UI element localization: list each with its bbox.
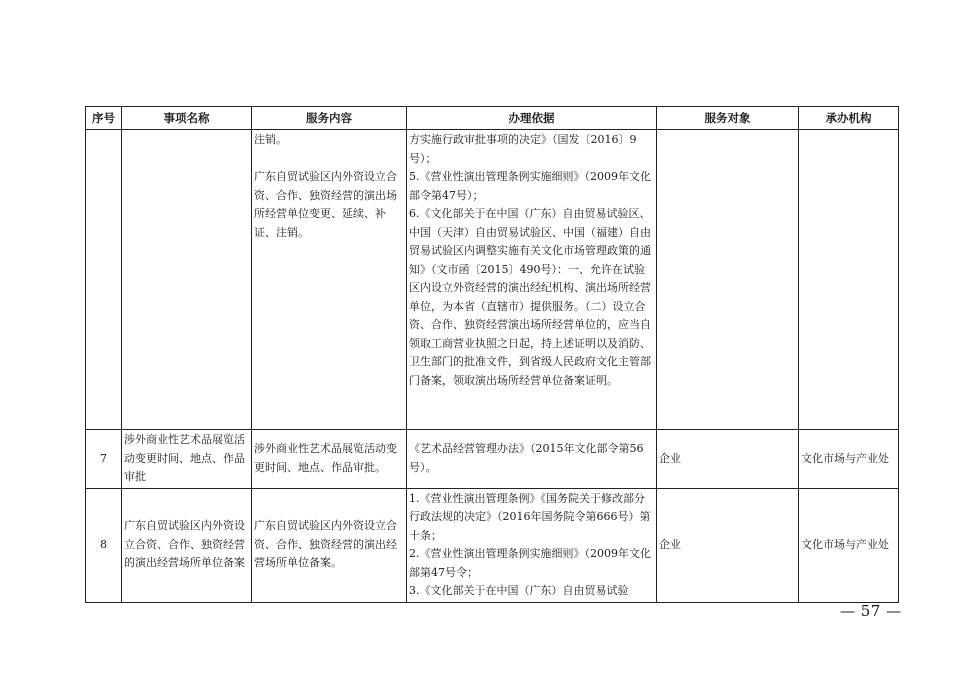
table-header-row xyxy=(86,107,899,130)
row-target: 企业 xyxy=(657,488,799,602)
header-item-name: 事项名称 xyxy=(122,107,252,130)
row-agency xyxy=(799,130,899,430)
table-row xyxy=(86,430,899,489)
basis-line: 1.《营业性演出管理条例》《国务院关于修改部分行政法规的决定》（2016年国务院令第666号）第十条； xyxy=(409,491,651,542)
row-agency: 文化市场与产业处 xyxy=(799,430,899,489)
table-row xyxy=(86,130,899,430)
row-content xyxy=(252,130,407,430)
row-target xyxy=(657,130,799,430)
service-table xyxy=(85,106,899,603)
row-item-name: 广东自贸试验区内外资设立合资、合作、独资经营的演出经营场所单位备案 xyxy=(122,488,252,602)
row-basis xyxy=(407,430,657,489)
row-target: 企业 xyxy=(657,430,799,489)
content-line: 广东自贸试验区内外资设立合资、合作、独资经营的演出经营场所单位备案。 xyxy=(254,519,397,570)
content-line: 注销。 xyxy=(254,133,287,146)
row-content xyxy=(252,430,407,489)
content-line: 涉外商业性艺术品展览活动变更时间、地点、作品审批。 xyxy=(254,442,397,474)
row-basis xyxy=(407,130,657,430)
header-agency: 承办机构 xyxy=(799,107,899,130)
basis-line: 3.《文化部关于在中国（广东）自由贸易试验 xyxy=(409,584,629,597)
row-item-name xyxy=(122,130,252,430)
row-content xyxy=(252,488,407,602)
row-item-name: 涉外商业性艺术品展览活动变更时间、地点、作品审批 xyxy=(122,430,252,489)
basis-line: 5.《营业性演出管理条例实施细则》（2009年文化部令第47号）； xyxy=(409,170,651,202)
page-number: — 57 — xyxy=(840,602,902,620)
row-basis xyxy=(407,488,657,602)
basis-line: 6.《文化部关于在中国（广东）自由贸易试验区、中国（天津）自由贸易试验区、中国（福建）自由贸易试验区内调整实施有关文化市场管理政策的通知》（文市函〔2015〕490号）：一、允许在试验区内设立外资经营的演出经纪机构、演出场所经营单位，为本省（直辖市）提供服务。（二）设立合资、合作、独资经营演出场所经营单位的，应当自领取工商营业执照之日起，持上述证明以及消防、卫生部门的批准文件，到省级人民政府文化主管部门备案，领取演出场所经营单位备案证明。 xyxy=(409,207,651,387)
row-num xyxy=(86,130,122,430)
row-agency: 文化市场与产业处 xyxy=(799,488,899,602)
basis-line: 《艺术品经营管理办法》（2015年文化部令第56号）。 xyxy=(409,442,644,474)
basis-line: 方实施行政审批事项的决定》（国发〔2016〕9号）； xyxy=(409,133,637,165)
header-content: 服务内容 xyxy=(252,107,407,130)
header-num: 序号 xyxy=(86,107,122,130)
basis-line: 2.《营业性演出管理条例实施细则》（2009年文化部第47号令； xyxy=(409,547,651,579)
row-num: 7 xyxy=(86,430,122,489)
content-gap xyxy=(254,150,404,169)
table-row xyxy=(86,488,899,602)
header-target: 服务对象 xyxy=(657,107,799,130)
content-line: 广东自贸试验区内外资设立合资、合作、独资经营的演出场所经营单位变更、延续、补证、注销。 xyxy=(254,170,397,239)
row-num: 8 xyxy=(86,488,122,602)
header-basis: 办理依据 xyxy=(407,107,657,130)
